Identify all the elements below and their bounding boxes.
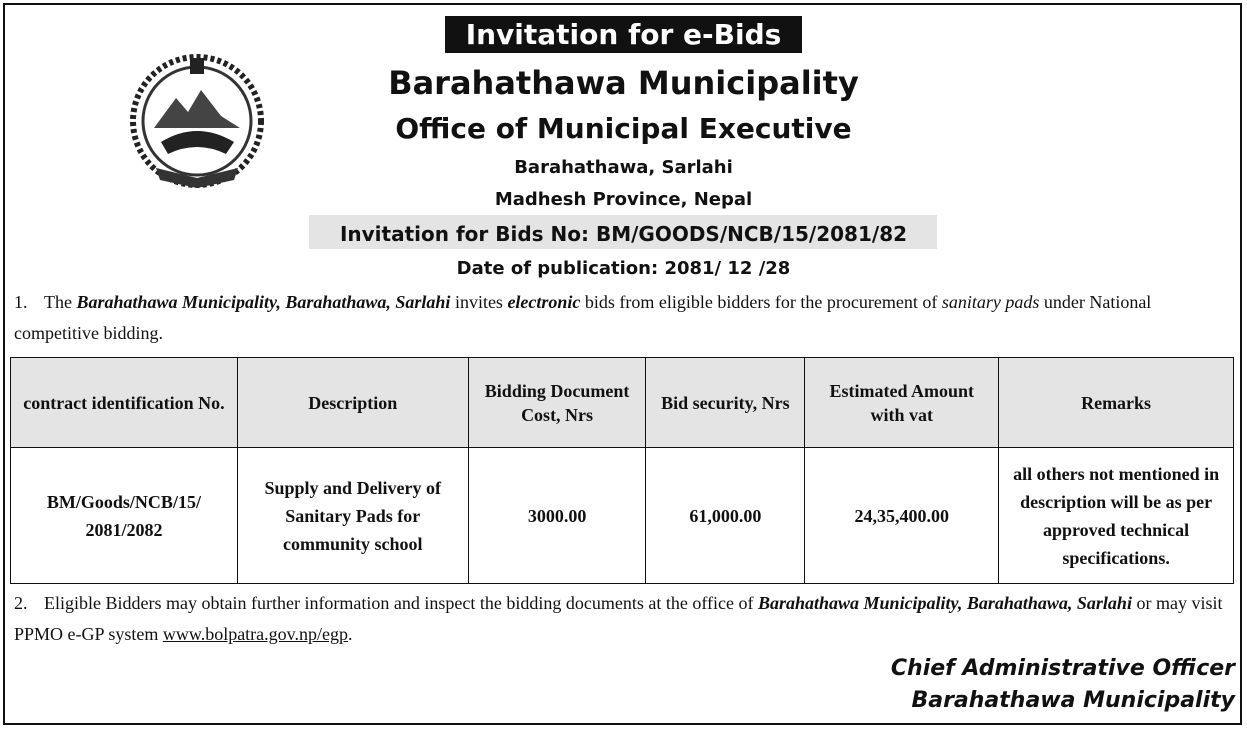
column-header: Remarks	[999, 358, 1234, 448]
column-header: Bidding Document Cost, Nrs	[468, 358, 646, 448]
paragraph-2: 2. Eligible Bidders may obtain further information and inspect the bidding documents at the office of Barahathawa Municipality, Barahathawa, Sarlahi or may visit PPMO e-GP system www.bolpatra.gov.np/egp.	[14, 588, 1239, 650]
table-row	[11, 448, 1234, 584]
paragraph-number: 2.	[14, 593, 28, 613]
paragraph-1: 1. The Barahathawa Municipality, Barahathawa, Sarlahi invites electronic bids from eligible bidders for the procurement of sanitary pads under National competitive bidding.	[14, 287, 1239, 349]
table-header-row	[11, 358, 1234, 448]
publication-date: Date of publication: 2081/ 12 /28	[456, 258, 791, 279]
municipality-name: Barahathawa Municipality	[388, 64, 859, 102]
column-header: contract identification No.	[11, 358, 238, 448]
estimated-amount-cell: 24,35,400.00	[805, 448, 999, 584]
bid-table	[10, 357, 1234, 584]
office-name: Office of Municipal Executive	[395, 112, 852, 145]
signature-title: Chief Administrative Officer	[890, 656, 1235, 681]
document-cost-cell: 3000.00	[468, 448, 646, 584]
remarks-cell: all others not mentioned in description will be as per approved technical specifications.	[999, 448, 1234, 584]
bid-number: Invitation for Bids No: BM/GOODS/NCB/15/2081/82	[339, 222, 908, 246]
egp-link[interactable]: www.bolpatra.gov.np/egp	[162, 624, 348, 644]
bid-security-cell: 61,000.00	[646, 448, 805, 584]
paragraph-number: 1.	[14, 292, 28, 312]
column-header: Bid security, Nrs	[646, 358, 805, 448]
column-header: Estimated Amount with vat	[805, 358, 999, 448]
address-line-1: Barahathawa, Sarlahi	[514, 157, 733, 178]
contract-id-cell: BM/Goods/NCB/15/ 2081/2082	[11, 448, 238, 584]
address-line-2: Madhesh Province, Nepal	[494, 189, 753, 210]
column-header: Description	[237, 358, 468, 448]
banner-title: Invitation for e-Bids	[445, 16, 802, 53]
signature-org: Barahathawa Municipality	[911, 688, 1235, 713]
description-cell: Supply and Delivery of Sanitary Pads for community school	[237, 448, 468, 584]
